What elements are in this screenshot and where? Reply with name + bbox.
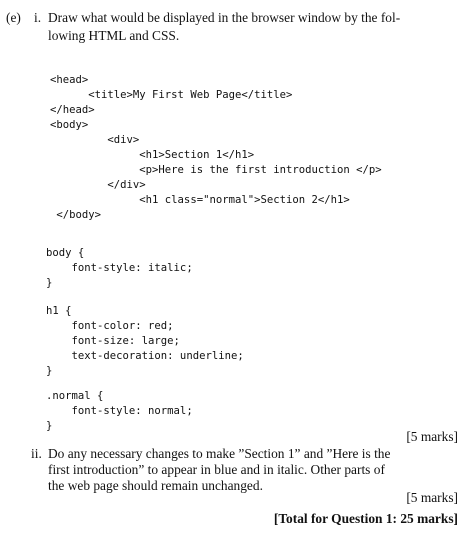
marks-ii: [5 marks]: [406, 490, 458, 505]
code-line: h1 {: [46, 305, 72, 317]
code-line: font-size: large;: [46, 335, 180, 347]
total-marks: [Total for Question 1: 25 marks]: [273, 511, 458, 526]
code-line: font-style: italic;: [46, 262, 193, 274]
code-line: text-decoration: underline;: [46, 350, 244, 362]
subquestion-ii-text-line3: the web page should remain unchanged.: [48, 478, 263, 493]
code-line: }: [46, 277, 53, 289]
code-line: <body>: [50, 119, 89, 131]
code-line: font-color: red;: [46, 320, 174, 332]
marks-i: [5 marks]: [406, 429, 458, 444]
subquestion-ii-text-line1: Do any necessary changes to make ”Section 1” and ”Here is the: [48, 446, 391, 461]
code-line: <head>: [50, 74, 89, 86]
css-normal-rule: [46, 374, 193, 449]
code-line: <h1>Section 1</h1>: [50, 149, 255, 161]
code-line: .normal {: [46, 390, 104, 402]
subquestion-ii-text-line2: first introduction” to appear in blue and in italic. Other parts of: [48, 462, 385, 477]
code-line: <div>: [50, 134, 140, 146]
code-line: </body>: [50, 209, 102, 221]
code-line: <title>My First Web Page</title>: [50, 89, 293, 101]
subquestion-i-label: i.: [34, 10, 42, 25]
code-line: <h1 class="normal">Section 2</h1>: [50, 194, 350, 206]
code-line: <p>Here is the first introduction </p>: [50, 164, 382, 176]
subquestion-i-text-line1: Draw what would be displayed in the browser window by the fol-: [48, 10, 401, 25]
code-line: body {: [46, 247, 85, 259]
code-line: font-style: normal;: [46, 405, 193, 417]
code-line: }: [46, 365, 53, 377]
code-line: }: [46, 420, 53, 432]
html-code-block: [50, 58, 382, 238]
code-line: </div>: [50, 179, 146, 191]
code-line: </head>: [50, 104, 95, 116]
subquestion-ii-label: ii.: [31, 446, 42, 461]
subquestion-i-text-line2: lowing HTML and CSS.: [48, 28, 180, 43]
part-label: (e): [6, 10, 21, 25]
